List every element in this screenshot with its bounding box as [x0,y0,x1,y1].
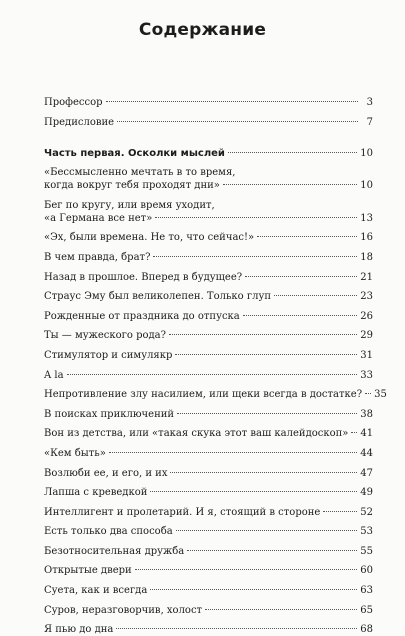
toc-entry [44,290,373,303]
leader-dots [245,276,357,277]
toc-entry [44,147,373,160]
toc-entry [44,96,373,109]
leader-dots [117,121,358,122]
toc-entry-title: Суета, как и всегда [44,585,148,597]
toc-entry-title: Я пью до дна [44,624,114,636]
toc-entry-title: когда вокруг тебя проходят дни» [44,180,220,192]
leader-dots [205,609,357,610]
leader-dots [106,101,358,102]
toc-entry-title: Возлюби ее, и его, и их [44,467,168,479]
toc-entry-page: 49 [360,487,373,499]
toc-entry-title-line: «Бессмысленно мечтать в то время, [44,167,236,179]
toc-entry [44,506,373,519]
toc-entry-title: Предисловие [44,116,115,128]
toc-entry-page: 18 [360,251,373,263]
toc-entry-title: Профессор [44,97,103,108]
toc-entry [44,349,373,362]
toc-entry-page: 65 [360,604,373,616]
toc-entry-page: 10 [360,147,373,159]
leader-dots [116,628,357,629]
toc-entry-page: 16 [360,232,373,244]
leader-dots [323,511,357,512]
toc-entry-page: 31 [360,349,373,361]
toc-entry [44,486,373,499]
leader-dots [135,569,358,570]
leader-dots [257,236,357,237]
leader-dots [365,393,371,394]
toc-entry [44,231,373,244]
toc-entry-page: 68 [360,624,373,636]
toc-entry-title: Безотносительная дружба [44,545,185,557]
toc-entry-title: Интеллигент и пролетарий. И я, стоящий в стороне [44,506,321,518]
table-of-contents [44,96,387,636]
page-title: Содержание [138,20,267,40]
toc-entry-page: 47 [360,467,373,479]
leader-dots [169,334,357,335]
leader-dots [243,315,357,316]
toc-entry-page: 63 [360,585,373,597]
toc-entry-page: 29 [360,330,373,342]
toc-entry [44,525,373,538]
toc-entry-page: 41 [360,428,374,440]
toc-entry-title: «Кем быть» [44,447,106,459]
leader-dots [153,256,357,257]
toc-entry [44,604,373,617]
toc-entry-title: Суров, неразговорчив, холост [44,604,203,616]
toc-entry [44,564,373,577]
toc-entry-page: 52 [360,506,373,518]
toc-entry-title: Есть только два способа [44,526,173,538]
toc-entry-page: 26 [360,310,373,322]
toc-entry-page: 23 [360,291,373,303]
toc-entry-title: Стимулятор и симулякр [44,349,173,361]
toc-entry [44,369,373,382]
toc-entry-title: Открытые двери [44,565,132,577]
toc-entry-page: 3 [366,97,373,108]
toc-entry-title: В чем правда, брат? [44,251,151,263]
toc-entry-title: В поисках приключений [44,408,175,420]
leader-dots [187,550,357,551]
toc-entry-title: Лапша с креведкой [44,487,148,499]
toc-entry-page: 13 [360,212,373,224]
toc-entry [44,447,373,460]
toc-entry [44,329,373,342]
toc-entry-title: Ты — мужеского рода? [44,330,166,342]
toc-entry [44,388,387,401]
toc-entry [44,199,373,225]
toc-entry-title: Непротивление злу насилием, или щеки всегда в достатке? [44,389,363,401]
leader-dots [67,374,358,375]
toc-entry [44,467,373,480]
toc-entry [44,545,373,558]
toc-entry [44,408,373,421]
leader-dots [223,184,357,185]
toc-entry-page: 60 [360,565,373,577]
toc-entry [44,427,373,440]
leader-dots [175,354,357,355]
toc-entry [44,166,373,192]
toc-entry-page: 33 [360,369,373,381]
toc-entry-page: 38 [360,408,373,420]
toc-entry-title: Вон из детства, или «такая скука этот ваш калейдоскоп» [44,428,349,440]
leader-dots [177,413,357,414]
toc-entry [44,271,373,284]
toc-entry-page: 35 [374,389,387,401]
toc-entry-title: Назад в прошлое. Вперед в будущее? [44,271,243,283]
toc-entry-title-line: Бег по кругу, или время уходит, [44,199,215,211]
toc-entry-title: Часть первая. Осколки мыслей [44,147,225,159]
toc-entry [44,116,373,129]
toc-entry-title: «а Германа все нет» [44,212,153,224]
toc-entry-page: 7 [366,116,373,128]
leader-dots [155,217,357,218]
toc-entry [44,584,373,597]
leader-dots [170,472,357,473]
leader-dots [150,491,357,492]
toc-entry [44,251,373,264]
toc-entry-page: 53 [360,526,373,538]
leader-dots [351,432,357,433]
leader-dots [176,530,358,531]
toc-entry-page: 44 [360,447,373,459]
leader-dots [228,152,357,153]
toc-entry [44,310,373,323]
toc-entry-page: 21 [360,271,373,283]
toc-entry-page: 55 [360,545,373,557]
toc-entry-title: Рожденные от праздника до отпуска [44,310,240,322]
toc-entry-page: 10 [360,180,373,192]
toc-entry-title: Страус Эму был великолепен. Только глуп [44,291,272,303]
toc-entry-title: «Эх, были времена. Не то, что сейчас!» [44,232,255,244]
leader-dots [274,295,357,296]
toc-entry-title: A la [44,369,64,381]
toc-entry [44,623,373,636]
leader-dots [109,452,357,453]
